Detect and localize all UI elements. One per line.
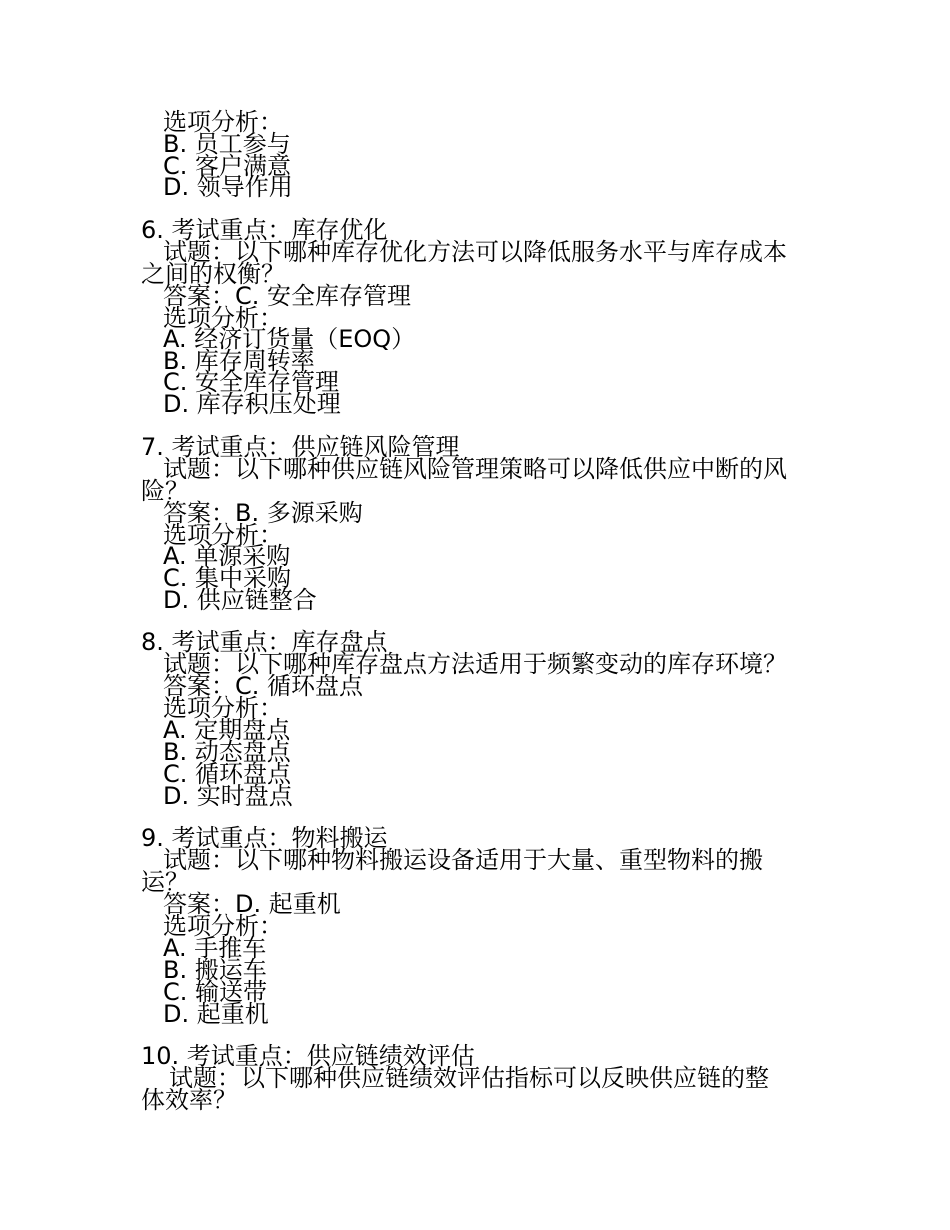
option-item: D. 供应链整合 xyxy=(163,586,317,614)
question-heading: 6. 考试重点：库存优化 xyxy=(141,216,388,244)
answer-text: 答案：D. 起重机 xyxy=(163,890,341,918)
question-text: 试题：以下哪种物料搬运设备适用于大量、重型物料的搬 xyxy=(163,846,763,874)
option-item: A. 手推车 xyxy=(163,934,267,962)
answer-text: 答案：B. 多源采购 xyxy=(163,499,363,527)
option-item: A. 单源采购 xyxy=(163,542,291,570)
analysis-label: 选项分析： xyxy=(163,694,283,722)
option-item: B. 库存周转率 xyxy=(163,347,315,375)
option-item: B. 动态盘点 xyxy=(163,738,291,766)
question-text: 试题：以下哪种库存盘点方法适用于频繁变动的库存环境？ xyxy=(163,650,787,678)
question-text: 试题：以下哪种供应链绩效评估指标可以反映供应链的整 xyxy=(169,1064,769,1092)
option-item: C. 安全库存管理 xyxy=(163,368,340,396)
question-text: 险？ xyxy=(141,477,189,505)
question-heading: 7. 考试重点：供应链风险管理 xyxy=(141,433,460,461)
question-text: 试题：以下哪种供应链风险管理策略可以降低供应中断的风 xyxy=(163,455,787,483)
option-item: C. 客户满意 xyxy=(163,152,292,180)
analysis-label: 选项分析： xyxy=(163,912,283,940)
question-text: 之间的权衡？ xyxy=(141,260,285,288)
option-item: C. 循环盘点 xyxy=(163,760,292,788)
question-text: 体效率？ xyxy=(141,1086,237,1114)
option-item: A. 经济订货量（EOQ） xyxy=(163,325,416,353)
question-heading: 9. 考试重点：物料搬运 xyxy=(141,824,388,852)
answer-text: 答案：C. 循环盘点 xyxy=(163,672,364,700)
analysis-label: 选项分析： xyxy=(163,108,283,136)
option-item: D. 库存积压处理 xyxy=(163,390,341,418)
answer-text: 答案：C. 安全库存管理 xyxy=(163,282,412,310)
question-heading: 10. 考试重点：供应链绩效评估 xyxy=(141,1042,475,1070)
option-item: D. 起重机 xyxy=(163,1000,269,1028)
analysis-label: 选项分析： xyxy=(163,521,283,549)
option-item: B. 搬运车 xyxy=(163,956,267,984)
option-item: B. 员工参与 xyxy=(163,130,291,158)
option-item: A. 定期盘点 xyxy=(163,716,291,744)
analysis-label: 选项分析： xyxy=(163,304,283,332)
option-item: C. 集中采购 xyxy=(163,564,292,592)
question-text: 试题：以下哪种库存优化方法可以降低服务水平与库存成本 xyxy=(163,238,787,266)
option-item: D. 领导作用 xyxy=(163,173,293,201)
option-item: C. 输送带 xyxy=(163,978,268,1006)
option-item: D. 实时盘点 xyxy=(163,782,293,810)
question-text: 运？ xyxy=(141,868,189,896)
question-heading: 8. 考试重点：库存盘点 xyxy=(141,628,388,656)
